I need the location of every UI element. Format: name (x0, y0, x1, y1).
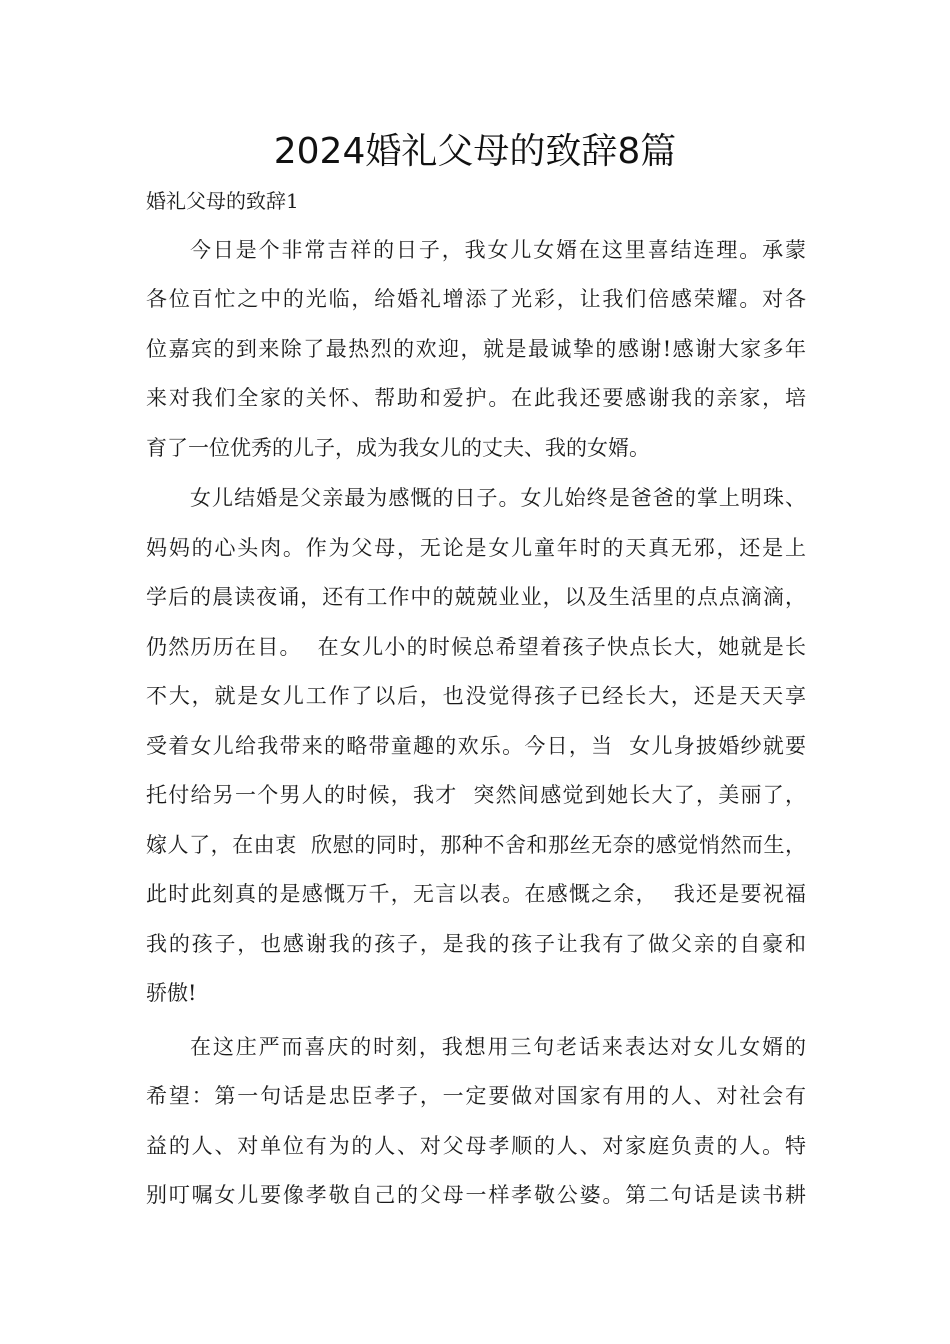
paragraph-line: 女儿结婚是父亲最为感慨的日子。女儿始终是爸爸的掌上明珠、 (190, 486, 806, 510)
paragraph-line: 托付给另一个男人的时候，我才 突然间感觉到她长大了，美丽了， (146, 783, 806, 807)
paragraph-line: 今日是个非常吉祥的日子，我女儿女婿在这里喜结连理。承蒙 (190, 238, 806, 262)
paragraph-line: 学后的晨读夜诵，还有工作中的兢兢业业，以及生活里的点点滴滴， (146, 585, 806, 609)
paragraph-line: 受着女儿给我带来的略带童趣的欢乐。今日，当 女儿身披婚纱就要 (146, 734, 806, 758)
paragraph-line: 不大，就是女儿工作了以后，也没觉得孩子已经长大，还是天天享 (146, 684, 806, 708)
section-heading: 婚礼父母的致辞1 (146, 189, 299, 213)
paragraph-line: 在这庄严而喜庆的时刻，我想用三句老话来表达对女儿女婿的 (190, 1035, 806, 1059)
paragraph-line: 骄傲! (146, 981, 197, 1005)
paragraph-line: 别叮嘱女儿要像孝敬自己的父母一样孝敬公婆。第二句话是读书耕 (146, 1183, 806, 1207)
paragraph-line: 希望：第一句话是忠臣孝子，一定要做对国家有用的人、对社会有 (146, 1084, 806, 1108)
paragraph-line: 各位百忙之中的光临，给婚礼增添了光彩，让我们倍感荣耀。对各 (146, 287, 806, 311)
paragraph-line: 嫁人了，在由衷 欣慰的同时，那种不舍和那丝无奈的感觉悄然而生， (146, 833, 806, 857)
paragraph-line: 来对我们全家的关怀、帮助和爱护。在此我还要感谢我的亲家，培 (146, 386, 806, 410)
paragraph-line: 此时此刻真的是感慨万千，无言以表。在感慨之余， 我还是要祝福 (146, 882, 806, 906)
paragraph-line: 仍然历历在目。 在女儿小的时候总希望着孩子快点长大，她就是长 (146, 635, 806, 659)
paragraph-line: 益的人、对单位有为的人、对父母孝顺的人、对家庭负责的人。特 (146, 1134, 806, 1158)
paragraph-line: 位嘉宾的到来除了最热烈的欢迎，就是最诚挚的感谢!感谢大家多年 (146, 337, 806, 361)
paragraph-line: 育了一位优秀的儿子，成为我女儿的丈夫、我的女婿。 (146, 436, 650, 460)
document-title: 2024婚礼父母的致辞8篇 (273, 131, 677, 172)
paragraph-line: 我的孩子，也感谢我的孩子，是我的孩子让我有了做父亲的自豪和 (146, 932, 806, 956)
paragraph-line: 妈妈的心头肉。作为父母，无论是女儿童年时的天真无邪，还是上 (146, 536, 806, 560)
